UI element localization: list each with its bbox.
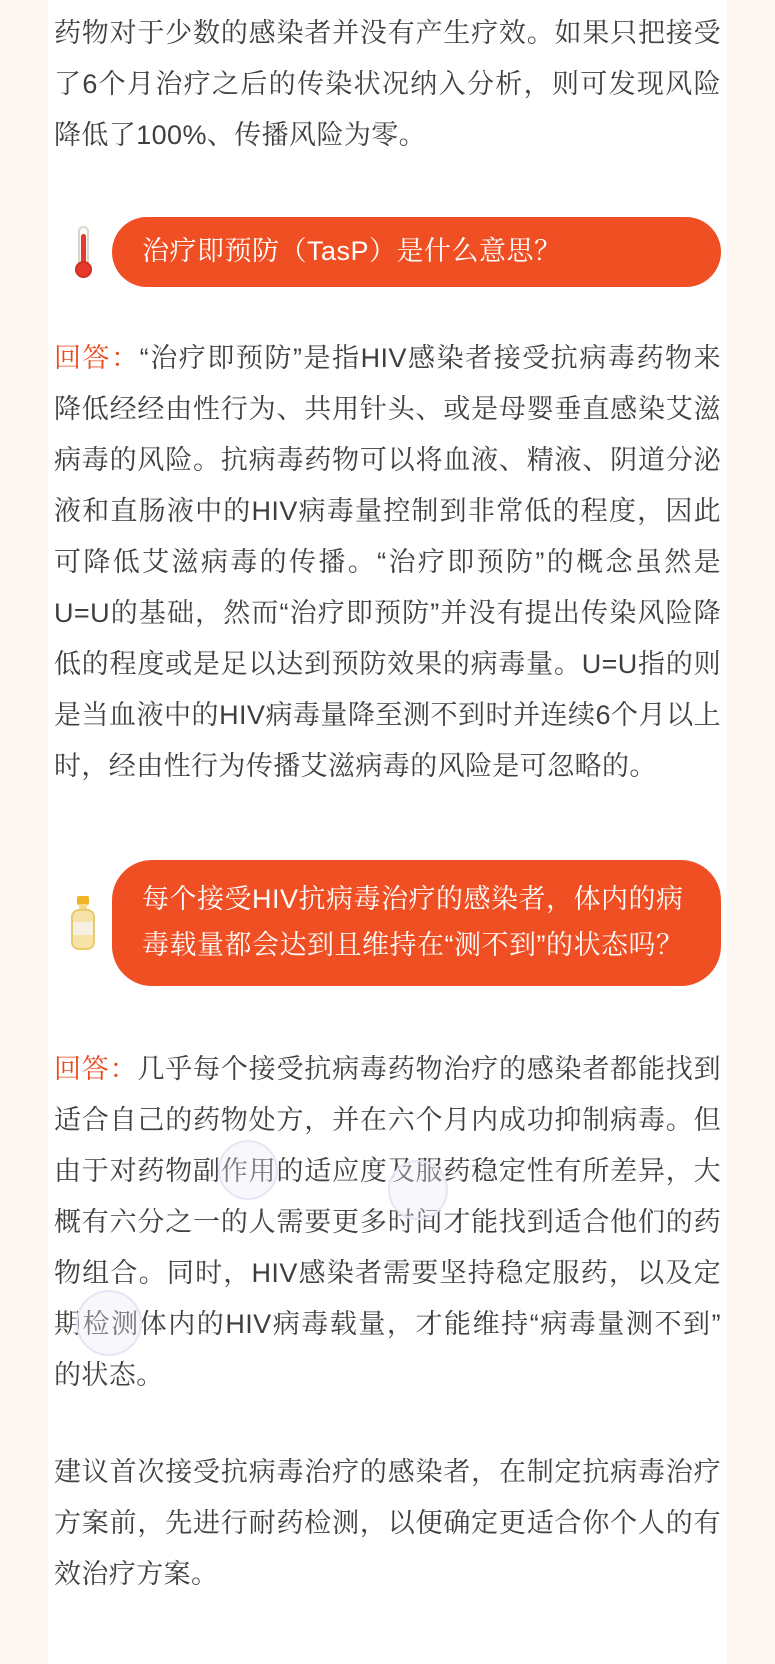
question-block-2: [54, 860, 721, 986]
answer-paragraph-2: [54, 1044, 721, 1401]
answer-paragraph-1: [54, 333, 721, 792]
answer-label-2: 回答：: [54, 1054, 138, 1084]
closing-paragraph: 建议首次接受抗病毒治疗的感染者，在制定抗病毒治疗方案前，先进行耐药检测，以便确定更适合你个人的有效治疗方案。: [54, 1457, 721, 1589]
answer-text-2: 几乎每个接受抗病毒药物治疗的感染者都能找到适合自己的药物处方，并在六个月内成功抑制病毒。但由于对药物副作用的适应度及服药稳定性有所差异，大概有六分之一的人需要更多时间才能找到适合他们的药物组合。同时，HIV感染者需要坚持稳定服药，以及定期检测体内的HIV病毒载量，才能维持“病毒量测不到”的状态。: [54, 1054, 722, 1390]
thermometer-icon: [54, 226, 112, 278]
question-bubble-2: 每个接受HIV抗病毒治疗的感染者，体内的病毒载量都会达到且维持在“测不到”的状态吗？: [112, 860, 721, 986]
answer-text-1: “治疗即预防”是指HIV感染者接受抗病毒药物来降低经经由性行为、共用针头、或是母婴垂直感染艾滋病毒的风险。抗病毒药物可以将血液、精液、阴道分泌液和直肠液中的HIV病毒量控制到非常低的程度，因此可降低艾滋病毒的传播。“治疗即预防”的概念虽然是U=U的基础，然而“治疗即预防”并没有提出传染风险降低的程度或是足以达到预防效果的病毒量。U=U指的则是当血液中的HIV病毒量降至测不到时并连续6个月以上时，经由性行为传播艾滋病毒的风险是可忽略的。: [54, 343, 721, 781]
question-bubble-1: 治疗即预防（TasP）是什么意思？: [112, 217, 721, 287]
medicine-bottle-icon: [54, 896, 112, 950]
intro-paragraph: 药物对于少数的感染者并没有产生疗效。如果只把接受了6个月治疗之后的传染状况纳入分析，则可发现风险降低了100%、传播风险为零。: [54, 18, 721, 150]
answer-label-1: 回答：: [54, 343, 140, 373]
question-block-1: [54, 217, 721, 287]
